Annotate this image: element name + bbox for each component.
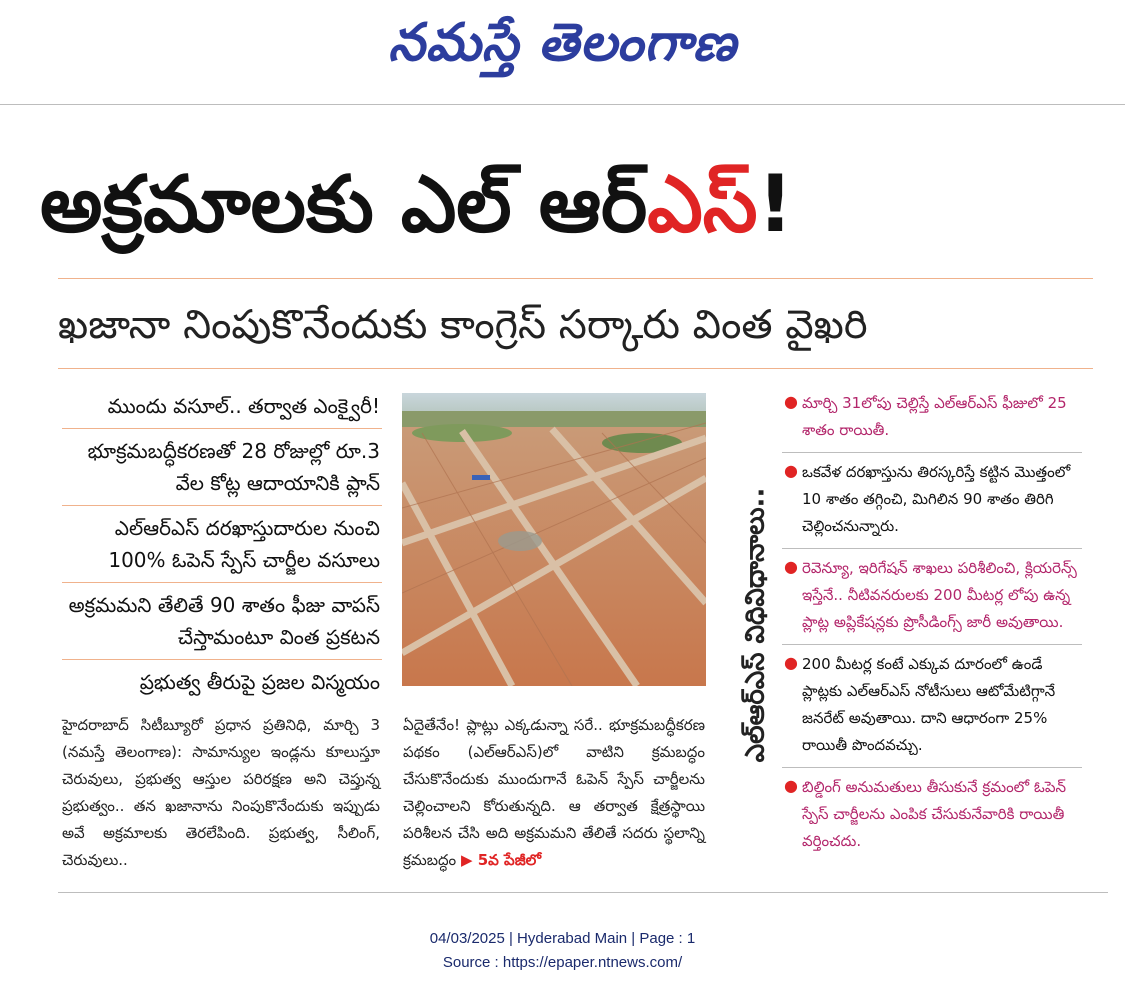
- continued-marker[interactable]: ▶ 5వ పేజీలో: [460, 851, 542, 869]
- subheadline: ఖజానా నింపుకొనేందుకు కాంగ్రెస్ సర్కారు వింత వైఖరి: [58, 302, 868, 348]
- rule-text: బిల్డింగ్ అనుమతులు తీసుకునే క్రమంలో ఓపెన్ స్పేస్ చార్జీలను ఎంపిక చేసుకునేవారికి రాయితీ వర్తించదు.: [802, 778, 1067, 850]
- highlights-list: [62, 384, 382, 704]
- highlight-item: ప్రభుత్వ తీరుపై ప్రజల విస్మయం: [139, 670, 380, 694]
- masthead-title: నమస్తే తెలంగాణ: [388, 12, 737, 73]
- highlight-item: భూక్రమబద్ధీకరణతో 28 రోజుల్లో రూ.3 వేల కోట్ల ఆదాయానికి ప్లాన్: [62, 429, 382, 506]
- article-body-middle-text: ఏదైతేనేం! ప్లాట్లు ఎక్కడున్నా సరే.. భూక్రమబద్ధీకరణ పథకం (ఎల్ఆర్ఎస్)లో వాటిని క్రమబద్ధం చేసుకొనేందుకు ముందుగానే ఓపెన్ స్పేస్ చార్జీలను చెల్లించాలని కోరుతున్నది. ఆ తర్వాత క్షేత్రస్థాయి పరిశీలన చేసి అది అక్రమమని తేలితే సదరు స్థలాన్ని క్రమబద్ధం: [403, 716, 705, 869]
- rules-vertical-title: [733, 450, 783, 800]
- subheadline-top-rule: [58, 278, 1093, 279]
- rule-item: [782, 645, 1082, 768]
- article-body-left: హైదరాబాద్ సిటీబ్యూరో ప్రధాన ప్రతినిధి, మార్చి 3 (నమస్తే తెలంగాణ): సామాన్యుల ఇండ్లను కూలుస్తూ చెరువులు, ప్రభుత్వ ఆస్తుల పరిరక్షణ అని చెప్తున్న ప్రభుత్వం.. తన ఖజానాను నింపుకొనేందుకు ఇప్పుడు అవే అక్రమాలకు తెరలేపింది. ప్రభుత్వ, సీలింగ్, చెరువులు..: [62, 716, 380, 869]
- bullet-icon: ●: [784, 392, 798, 411]
- rule-text: మార్చి 31లోపు చెల్లిస్తే ఎల్ఆర్ఎస్ ఫీజులో 25 శాతం రాయితీ.: [802, 394, 1067, 439]
- masthead: [0, 0, 1125, 98]
- continued-link[interactable]: 5వ పేజీలో: [477, 851, 542, 869]
- rule-text: రెవెన్యూ, ఇరిగేషన్ శాఖలు పరిశీలించి, క్లియరెన్స్ ఇస్తేనే.. నీటివనరులకు 200 మీటర్ల లోపు ఉన్న ప్లాట్ల అప్లికేషన్లకు ప్రొసీడింగ్స్ జారీ అవుతాయి.: [802, 559, 1077, 631]
- bullet-icon: ●: [784, 461, 798, 480]
- rule-text: ఒకవేళ దరఖాస్తును తిరస్కరిస్తే కట్టిన మొత్తంలో 10 శాతం తగ్గించి, మిగిలిన 90 శాతం తిరిగి చెల్లించనున్నారు.: [802, 463, 1071, 535]
- aerial-plots-photo: [402, 393, 706, 686]
- bullet-icon: ●: [784, 653, 798, 672]
- rule-item: [782, 768, 1082, 863]
- highlight-item: ఎల్ఆర్ఎస్ దరఖాస్తుదారుల నుంచి 100% ఓపెన్ స్పేస్ చార్జీల వసూలు: [62, 506, 382, 583]
- headline-part1: అక్రమాలకు ఎల్ ఆర్: [40, 160, 648, 250]
- masthead-divider: [0, 104, 1125, 105]
- bullet-icon: ●: [784, 776, 798, 795]
- rules-list: [782, 384, 1082, 863]
- footer-divider: [58, 892, 1108, 893]
- subheadline-bottom-rule: [58, 368, 1093, 369]
- rule-text: 200 మీటర్ల కంటే ఎక్కువ దూరంలో ఉండే ప్లాట్లకు ఎల్ఆర్ఎస్ నోటీసులు ఆటోమేటిగ్గానే జనరేట్ అవుతాయి. దాని ఆధారంగా 25% రాయితీ పొందవచ్చు.: [802, 655, 1056, 754]
- footer-dateline: 04/03/2025 | Hyderabad Main | Page : 1: [429, 930, 696, 947]
- headline-part2: ఎస్: [647, 160, 758, 250]
- bullet-icon: ●: [784, 557, 798, 576]
- article-body-middle: [403, 712, 705, 874]
- highlight-item: ముందు వసూల్.. తర్వాత ఎంక్వైరీ!: [62, 384, 382, 429]
- rules-vertical-title-text: ఎల్ఆర్ఎస్ విధివిధానాలు..: [740, 487, 771, 763]
- rule-item: [782, 384, 1082, 453]
- rule-item: [782, 453, 1082, 549]
- footer-source: Source : https://epaper.ntnews.com/: [442, 954, 683, 971]
- highlight-item: అక్రమమని తేలితే 90 శాతం ఫీజు వాపస్ చేస్తామంటూ వింత ప్రకటన: [62, 583, 382, 660]
- headline-part3: !: [757, 160, 794, 250]
- rule-item: [782, 549, 1082, 645]
- headline: [40, 150, 1100, 275]
- aerial-plots-illustration: [402, 393, 706, 686]
